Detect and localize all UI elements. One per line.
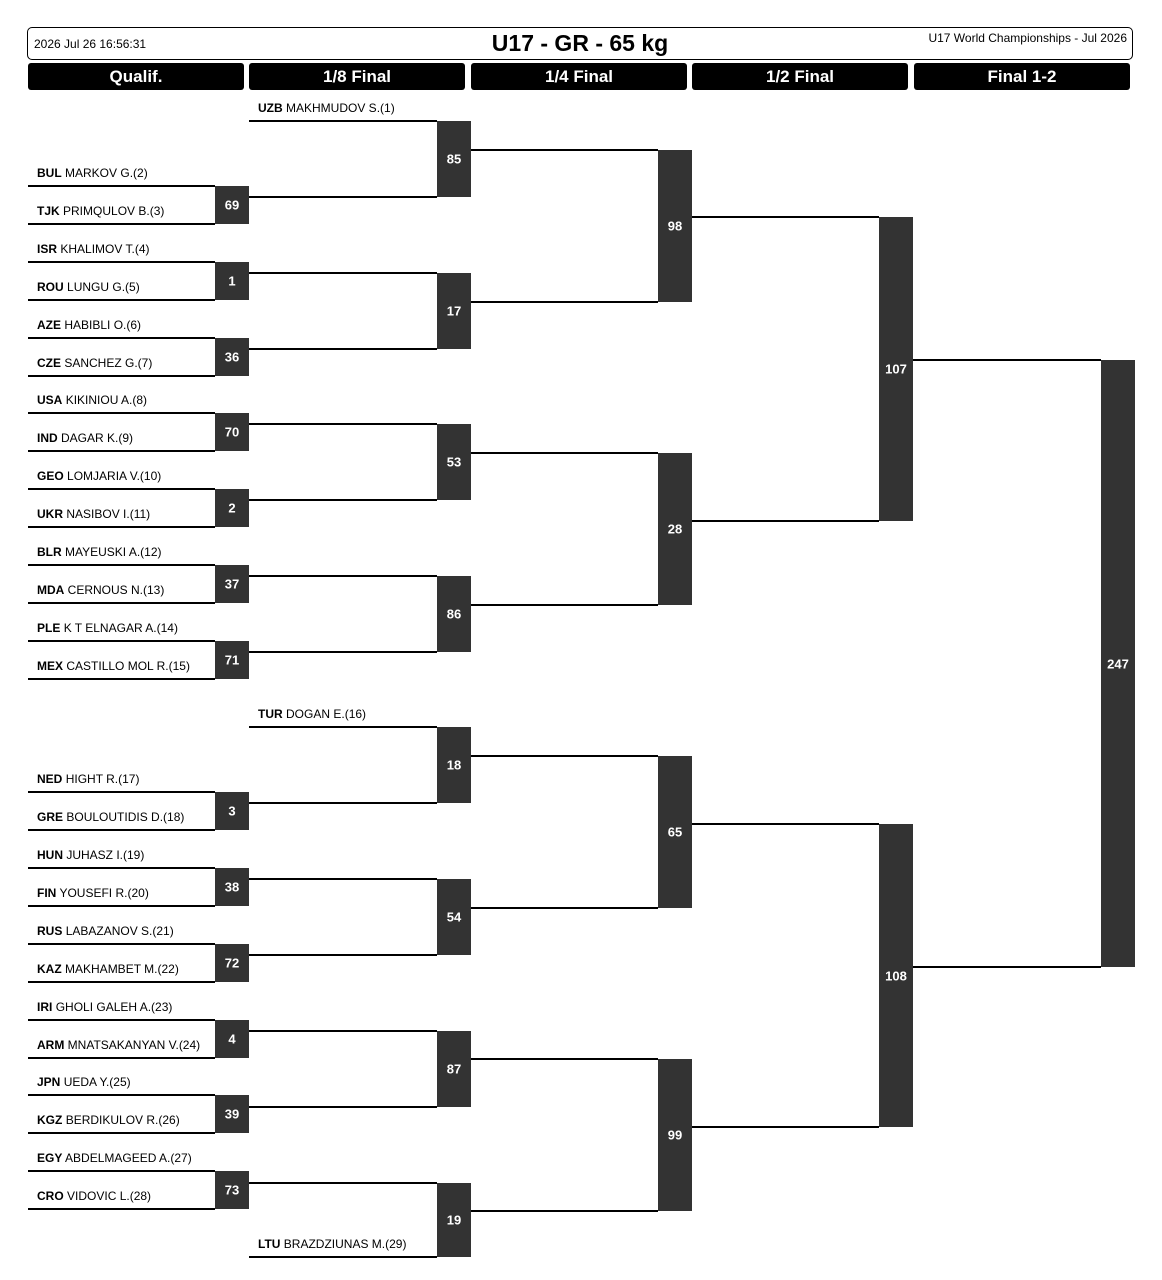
bracket-line bbox=[249, 651, 437, 653]
wrestler-name: DAGAR K.(9) bbox=[61, 431, 134, 445]
wrestler-name: BERDIKULOV R.(26) bbox=[65, 1113, 180, 1127]
wrestler-entry bbox=[37, 356, 152, 370]
wrestler-entry bbox=[37, 583, 164, 597]
bracket-line bbox=[249, 196, 437, 198]
bracket-line bbox=[249, 423, 437, 425]
wrestler-name: ABDELMAGEED A.(27) bbox=[65, 1151, 192, 1165]
bout-number: 86 bbox=[446, 606, 462, 622]
bracket-line bbox=[28, 375, 215, 377]
bout-number: 2 bbox=[228, 500, 236, 516]
bout-box-qualif bbox=[215, 1020, 249, 1058]
bracket-line bbox=[28, 564, 215, 566]
bout-box-semi-final bbox=[879, 217, 913, 521]
bout-number: 85 bbox=[446, 151, 462, 167]
bracket-line bbox=[471, 907, 658, 909]
bracket-line bbox=[249, 1106, 437, 1108]
country-code: TUR bbox=[258, 707, 283, 721]
wrestler-entry bbox=[37, 507, 150, 521]
country-code: ISR bbox=[37, 242, 58, 256]
wrestler-entry bbox=[37, 772, 139, 786]
wrestler-entry bbox=[37, 1151, 192, 1165]
wrestler-name: LOMJARIA V.(10) bbox=[67, 469, 162, 483]
country-code: IND bbox=[37, 431, 58, 445]
bracket-line bbox=[913, 359, 1101, 361]
bout-number: 17 bbox=[446, 303, 462, 319]
bracket-line bbox=[28, 223, 215, 225]
wrestler-entry bbox=[37, 545, 162, 559]
bout-number: 65 bbox=[667, 824, 683, 840]
bracket-line bbox=[913, 966, 1101, 968]
country-code: CZE bbox=[37, 356, 61, 370]
bracket-line bbox=[28, 1132, 215, 1134]
wrestler-entry bbox=[37, 810, 184, 824]
bracket-line bbox=[28, 678, 215, 680]
bracket-line bbox=[28, 526, 215, 528]
bracket-line bbox=[249, 1256, 437, 1258]
wrestler-name: MAKHMUDOV S.(1) bbox=[286, 101, 395, 115]
bout-box-eighth-final bbox=[437, 1183, 471, 1257]
wrestler-entry bbox=[37, 659, 190, 673]
wrestler-entry bbox=[258, 1237, 406, 1251]
wrestler-entry bbox=[37, 1113, 180, 1127]
bout-box-quarter-final bbox=[658, 150, 692, 302]
bracket-line bbox=[28, 1019, 215, 1021]
bout-number: 72 bbox=[224, 955, 240, 971]
wrestler-name: MAKHAMBET M.(22) bbox=[65, 962, 179, 976]
bout-number: 71 bbox=[224, 652, 240, 668]
wrestler-entry bbox=[37, 924, 174, 938]
wrestler-entry bbox=[37, 431, 133, 445]
bout-box-eighth-final bbox=[437, 121, 471, 197]
wrestler-entry bbox=[37, 318, 141, 332]
country-code: TJK bbox=[37, 204, 60, 218]
country-code: KGZ bbox=[37, 1113, 63, 1127]
bout-box-eighth-final bbox=[437, 273, 471, 349]
bracket-line bbox=[249, 1030, 437, 1032]
bracket-header bbox=[27, 27, 1133, 60]
bout-box-qualif bbox=[215, 944, 249, 982]
wrestler-entry bbox=[258, 707, 366, 721]
bout-box-qualif bbox=[215, 262, 249, 300]
bracket-line bbox=[249, 1182, 437, 1184]
round-eighth-final-header: 1/8 Final bbox=[249, 63, 465, 90]
wrestler-name: SANCHEZ G.(7) bbox=[64, 356, 153, 370]
wrestler-entry bbox=[37, 621, 178, 635]
country-code: USA bbox=[37, 393, 63, 407]
bracket-line bbox=[28, 1094, 215, 1096]
bout-number: 108 bbox=[885, 968, 907, 983]
bout-box-eighth-final bbox=[437, 576, 471, 652]
bout-box-eighth-final bbox=[437, 879, 471, 955]
country-code: FIN bbox=[37, 886, 57, 900]
wrestler-entry bbox=[37, 280, 140, 294]
country-code: HUN bbox=[37, 848, 63, 862]
bracket-line bbox=[28, 867, 215, 869]
country-code: LTU bbox=[258, 1237, 281, 1251]
wrestler-name: NASIBOV I.(11) bbox=[66, 507, 151, 521]
event-name: U17 World Championships - Jul 2026 bbox=[928, 31, 1127, 45]
page-title: U17 - GR - 65 kg bbox=[491, 30, 669, 56]
wrestler-name: VIDOVIC L.(28) bbox=[67, 1189, 152, 1203]
country-code: UZB bbox=[258, 101, 283, 115]
bout-box-qualif bbox=[215, 868, 249, 906]
country-code: NED bbox=[37, 772, 63, 786]
wrestler-name: KHALIMOV T.(4) bbox=[60, 242, 150, 256]
bout-number: 1 bbox=[228, 273, 236, 289]
bracket-line bbox=[471, 1058, 658, 1060]
bracket-line bbox=[28, 488, 215, 490]
wrestler-name: LUNGU G.(5) bbox=[67, 280, 140, 294]
country-code: IRI bbox=[37, 1000, 53, 1014]
round-quarter-final-header: 1/4 Final bbox=[471, 63, 687, 90]
bout-box-qualif bbox=[215, 792, 249, 830]
wrestler-name: PRIMQULOV B.(3) bbox=[63, 204, 165, 218]
bracket-line bbox=[692, 520, 879, 522]
bout-number: 99 bbox=[667, 1127, 683, 1143]
wrestler-name: CASTILLO MOL R.(15) bbox=[66, 659, 190, 673]
bracket-line bbox=[249, 120, 437, 122]
bracket-line bbox=[28, 450, 215, 452]
bout-box-qualif bbox=[215, 641, 249, 679]
wrestler-name: DOGAN E.(16) bbox=[286, 707, 367, 721]
bout-box-quarter-final bbox=[658, 453, 692, 605]
wrestler-name: MNATSAKANYAN V.(24) bbox=[67, 1038, 201, 1052]
wrestler-name: KIKINIOU A.(8) bbox=[65, 393, 148, 407]
bracket-line bbox=[471, 604, 658, 606]
wrestler-entry bbox=[37, 886, 149, 900]
bracket-line bbox=[249, 802, 437, 804]
wrestler-name: UEDA Y.(25) bbox=[63, 1075, 131, 1089]
bout-box-quarter-final bbox=[658, 756, 692, 908]
wrestler-name: BRAZDZIUNAS M.(29) bbox=[283, 1237, 407, 1251]
bout-number: 4 bbox=[228, 1031, 236, 1047]
wrestler-name: JUHASZ I.(19) bbox=[66, 848, 145, 862]
bracket-line bbox=[471, 149, 658, 151]
wrestler-entry bbox=[37, 242, 150, 256]
bracket-line bbox=[692, 823, 879, 825]
bout-box-qualif bbox=[215, 338, 249, 376]
bracket-line bbox=[471, 1210, 658, 1212]
bout-number: 98 bbox=[667, 218, 683, 234]
wrestler-entry bbox=[37, 1075, 131, 1089]
country-code: ARM bbox=[37, 1038, 65, 1052]
wrestler-entry bbox=[37, 848, 144, 862]
wrestler-entry bbox=[37, 1000, 172, 1014]
bracket-line bbox=[28, 981, 215, 983]
wrestler-name: CERNOUS N.(13) bbox=[67, 583, 165, 597]
bout-box-eighth-final bbox=[437, 727, 471, 803]
bracket-line bbox=[28, 185, 215, 187]
bout-number: 70 bbox=[224, 424, 240, 440]
round-semi-final-header: 1/2 Final bbox=[692, 63, 908, 90]
bout-number: 19 bbox=[446, 1212, 462, 1228]
bout-box-final bbox=[1101, 360, 1135, 967]
country-code: KAZ bbox=[37, 962, 62, 976]
wrestler-name: HIGHT R.(17) bbox=[65, 772, 140, 786]
bracket-line bbox=[28, 261, 215, 263]
bout-box-eighth-final bbox=[437, 424, 471, 500]
country-code: RUS bbox=[37, 924, 63, 938]
wrestler-name: LABAZANOV S.(21) bbox=[65, 924, 174, 938]
bout-number: 3 bbox=[228, 803, 236, 819]
bracket-line bbox=[471, 452, 658, 454]
bout-number: 53 bbox=[446, 454, 462, 470]
wrestler-name: MAYEUSKI A.(12) bbox=[65, 545, 162, 559]
bracket-line bbox=[249, 499, 437, 501]
wrestler-entry bbox=[37, 1038, 200, 1052]
country-code: MEX bbox=[37, 659, 64, 673]
wrestler-entry bbox=[37, 1189, 151, 1203]
bout-number: 107 bbox=[885, 361, 907, 377]
bout-number: 36 bbox=[224, 349, 240, 365]
wrestler-entry bbox=[37, 469, 161, 483]
bracket-line bbox=[249, 954, 437, 956]
wrestler-name: BOULOUTIDIS D.(18) bbox=[66, 810, 185, 824]
bout-box-qualif bbox=[215, 1095, 249, 1133]
bracket-line bbox=[692, 216, 879, 218]
country-code: AZE bbox=[37, 318, 61, 332]
bracket-line bbox=[471, 301, 658, 303]
bout-number: 39 bbox=[224, 1106, 240, 1122]
country-code: GEO bbox=[37, 469, 64, 483]
bout-box-qualif bbox=[215, 1171, 249, 1209]
bracket-line bbox=[692, 1126, 879, 1128]
country-code: JPN bbox=[37, 1075, 61, 1089]
bout-box-semi-final bbox=[879, 824, 913, 1127]
bracket-line bbox=[249, 726, 437, 728]
wrestler-name: MARKOV G.(2) bbox=[65, 166, 148, 180]
bout-number: 73 bbox=[224, 1182, 240, 1198]
bracket-line bbox=[28, 1057, 215, 1059]
wrestler-entry bbox=[37, 393, 147, 407]
bracket-line bbox=[28, 337, 215, 339]
bout-box-qualif bbox=[215, 186, 249, 224]
bout-number: 28 bbox=[667, 521, 683, 537]
country-code: PLE bbox=[37, 621, 61, 635]
country-code: BLR bbox=[37, 545, 62, 559]
country-code: ROU bbox=[37, 280, 64, 294]
wrestler-entry bbox=[258, 101, 395, 115]
country-code: BUL bbox=[37, 166, 62, 180]
country-code: MDA bbox=[37, 583, 65, 597]
bracket-line bbox=[249, 878, 437, 880]
wrestler-entry bbox=[37, 962, 179, 976]
bracket-line bbox=[471, 755, 658, 757]
bracket-line bbox=[28, 1170, 215, 1172]
wrestler-name: K T ELNAGAR A.(14) bbox=[63, 621, 178, 635]
bracket-line bbox=[28, 905, 215, 907]
bout-box-qualif bbox=[215, 565, 249, 603]
bout-number: 247 bbox=[1107, 656, 1129, 671]
bout-box-quarter-final bbox=[658, 1059, 692, 1211]
bracket-line bbox=[28, 791, 215, 793]
bracket-line bbox=[28, 602, 215, 604]
wrestler-name: YOUSEFI R.(20) bbox=[59, 886, 149, 900]
country-code: UKR bbox=[37, 507, 63, 521]
bracket-line bbox=[28, 299, 215, 301]
bracket-line bbox=[249, 272, 437, 274]
bout-box-qualif bbox=[215, 413, 249, 451]
country-code: GRE bbox=[37, 810, 64, 824]
print-date: 2026 Jul 26 16:56:31 bbox=[34, 37, 147, 51]
bracket-line bbox=[249, 348, 437, 350]
wrestler-entry bbox=[37, 166, 148, 180]
bout-box-eighth-final bbox=[437, 1031, 471, 1107]
bout-number: 54 bbox=[446, 909, 462, 925]
bout-box-qualif bbox=[215, 489, 249, 527]
country-code: CRO bbox=[37, 1189, 64, 1203]
bracket-line bbox=[28, 640, 215, 642]
bracket-line bbox=[28, 412, 215, 414]
bout-number: 37 bbox=[224, 576, 240, 592]
bracket-line bbox=[28, 829, 215, 831]
round-final-header: Final 1-2 bbox=[914, 63, 1130, 90]
bracket-line bbox=[28, 943, 215, 945]
round-qualif-header: Qualif. bbox=[28, 63, 244, 90]
bout-number: 69 bbox=[224, 197, 240, 213]
bout-number: 87 bbox=[446, 1061, 462, 1077]
bracket-line bbox=[249, 575, 437, 577]
country-code: EGY bbox=[37, 1151, 63, 1165]
bracket-line bbox=[28, 1208, 215, 1210]
wrestler-entry bbox=[37, 204, 164, 218]
bout-number: 18 bbox=[446, 757, 462, 773]
bout-number: 38 bbox=[224, 879, 240, 895]
wrestler-name: GHOLI GALEH A.(23) bbox=[55, 1000, 173, 1014]
wrestler-name: HABIBLI O.(6) bbox=[64, 318, 142, 332]
